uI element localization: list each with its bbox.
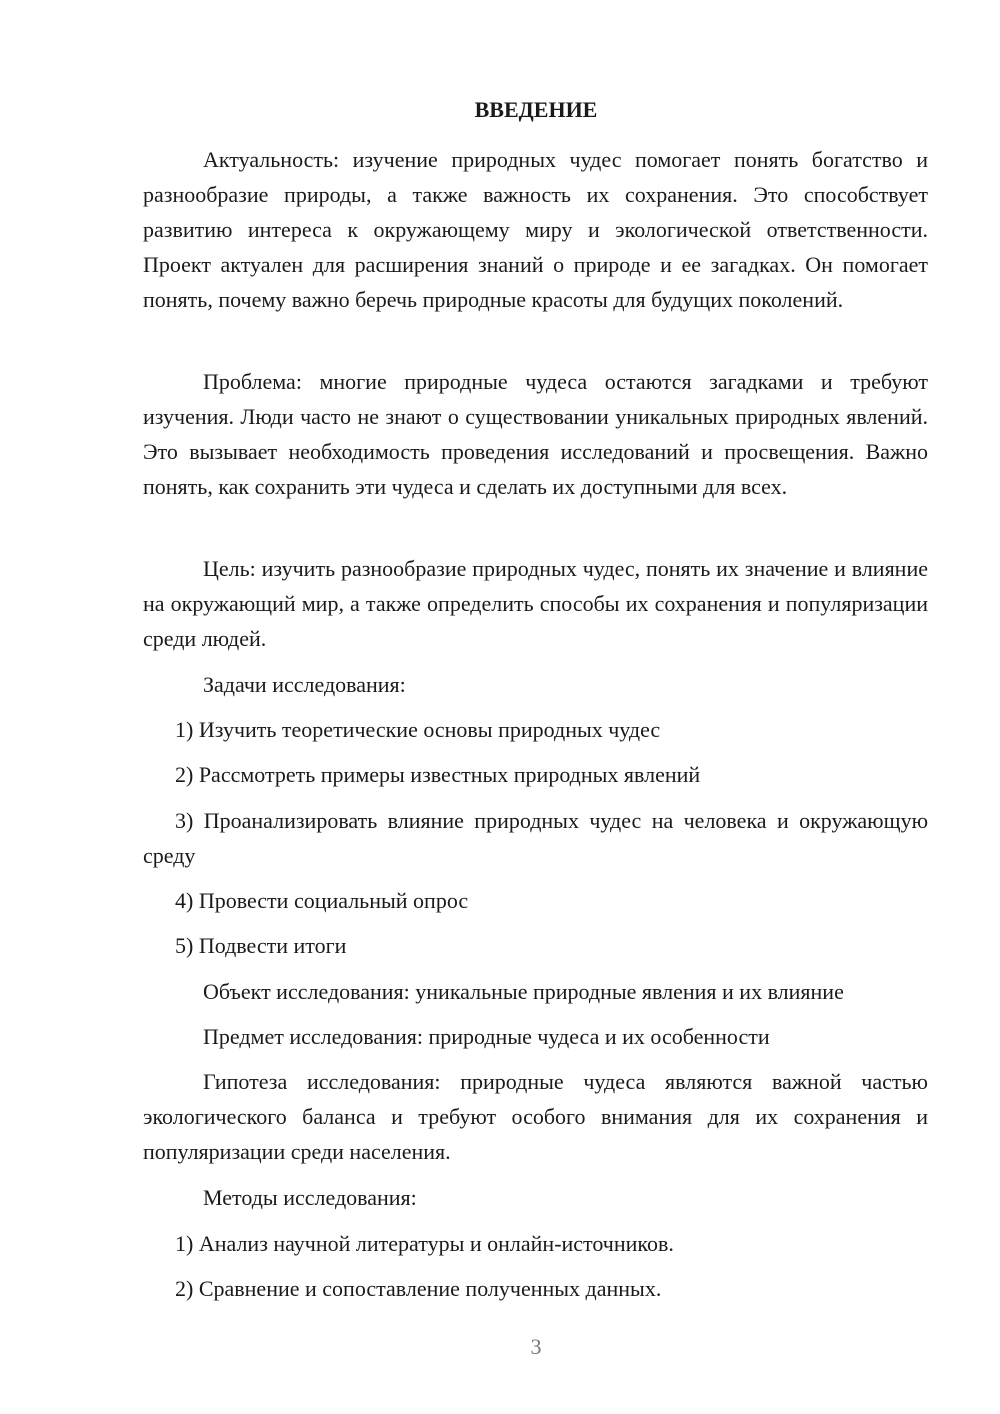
- goal-paragraph: Цель: изучить разнообразие природных чудес, понять их значение и влияние на окружающий мир, а также определить способы их сохранения и популяризации среди людей.: [143, 556, 928, 651]
- task-item: 5) Подвести итоги: [175, 933, 347, 958]
- page-number: 3: [530, 1334, 542, 1359]
- hypothesis-paragraph: Гипотеза исследования: природные чудеса являются важной частью экологического баланса и требуют особого внимания для их сохранения и популяризации среди населения.: [143, 1069, 928, 1164]
- method-item: 2) Сравнение и сопоставление полученных данных.: [175, 1276, 662, 1301]
- object-paragraph: Объект исследования: уникальные природные явления и их влияние: [203, 979, 844, 1004]
- subject-paragraph: Предмет исследования: природные чудеса и их особенности: [203, 1024, 770, 1049]
- task-item: 4) Провести социальный опрос: [175, 888, 469, 913]
- task-item: 3) Проанализировать влияние природных чудес на человека и окружающую среду: [143, 808, 928, 868]
- task-item: 2) Рассмотреть примеры известных природных явлений: [175, 762, 701, 787]
- task-item: 1) Изучить теоретические основы природных чудес: [175, 717, 661, 742]
- problem-paragraph: Проблема: многие природные чудеса остаются загадками и требуют изучения. Люди часто не знают о существовании уникальных природных явлений. Это вызывает необходимость проведения исследований и просвещения. Важно понять, как сохранить эти чудеса и сделать их доступными для всех.: [143, 369, 928, 499]
- method-item: 1) Анализ научной литературы и онлайн-источников.: [175, 1231, 674, 1256]
- tasks-heading: Задачи исследования:: [203, 672, 406, 697]
- relevance-paragraph: Актуальность: изучение природных чудес помогает понять богатство и разнообразие природы, а также важность их сохранения. Это способствует развитию интереса к окружающему миру и экологической ответственности. Проект актуален для расширения знаний о природе и ее загадках. Он помогает понять, почему важно беречь природные красоты для будущих поколений.: [143, 147, 928, 312]
- page-title: ВВЕДЕНИЕ: [474, 97, 598, 122]
- methods-heading: Методы исследования:: [203, 1185, 417, 1210]
